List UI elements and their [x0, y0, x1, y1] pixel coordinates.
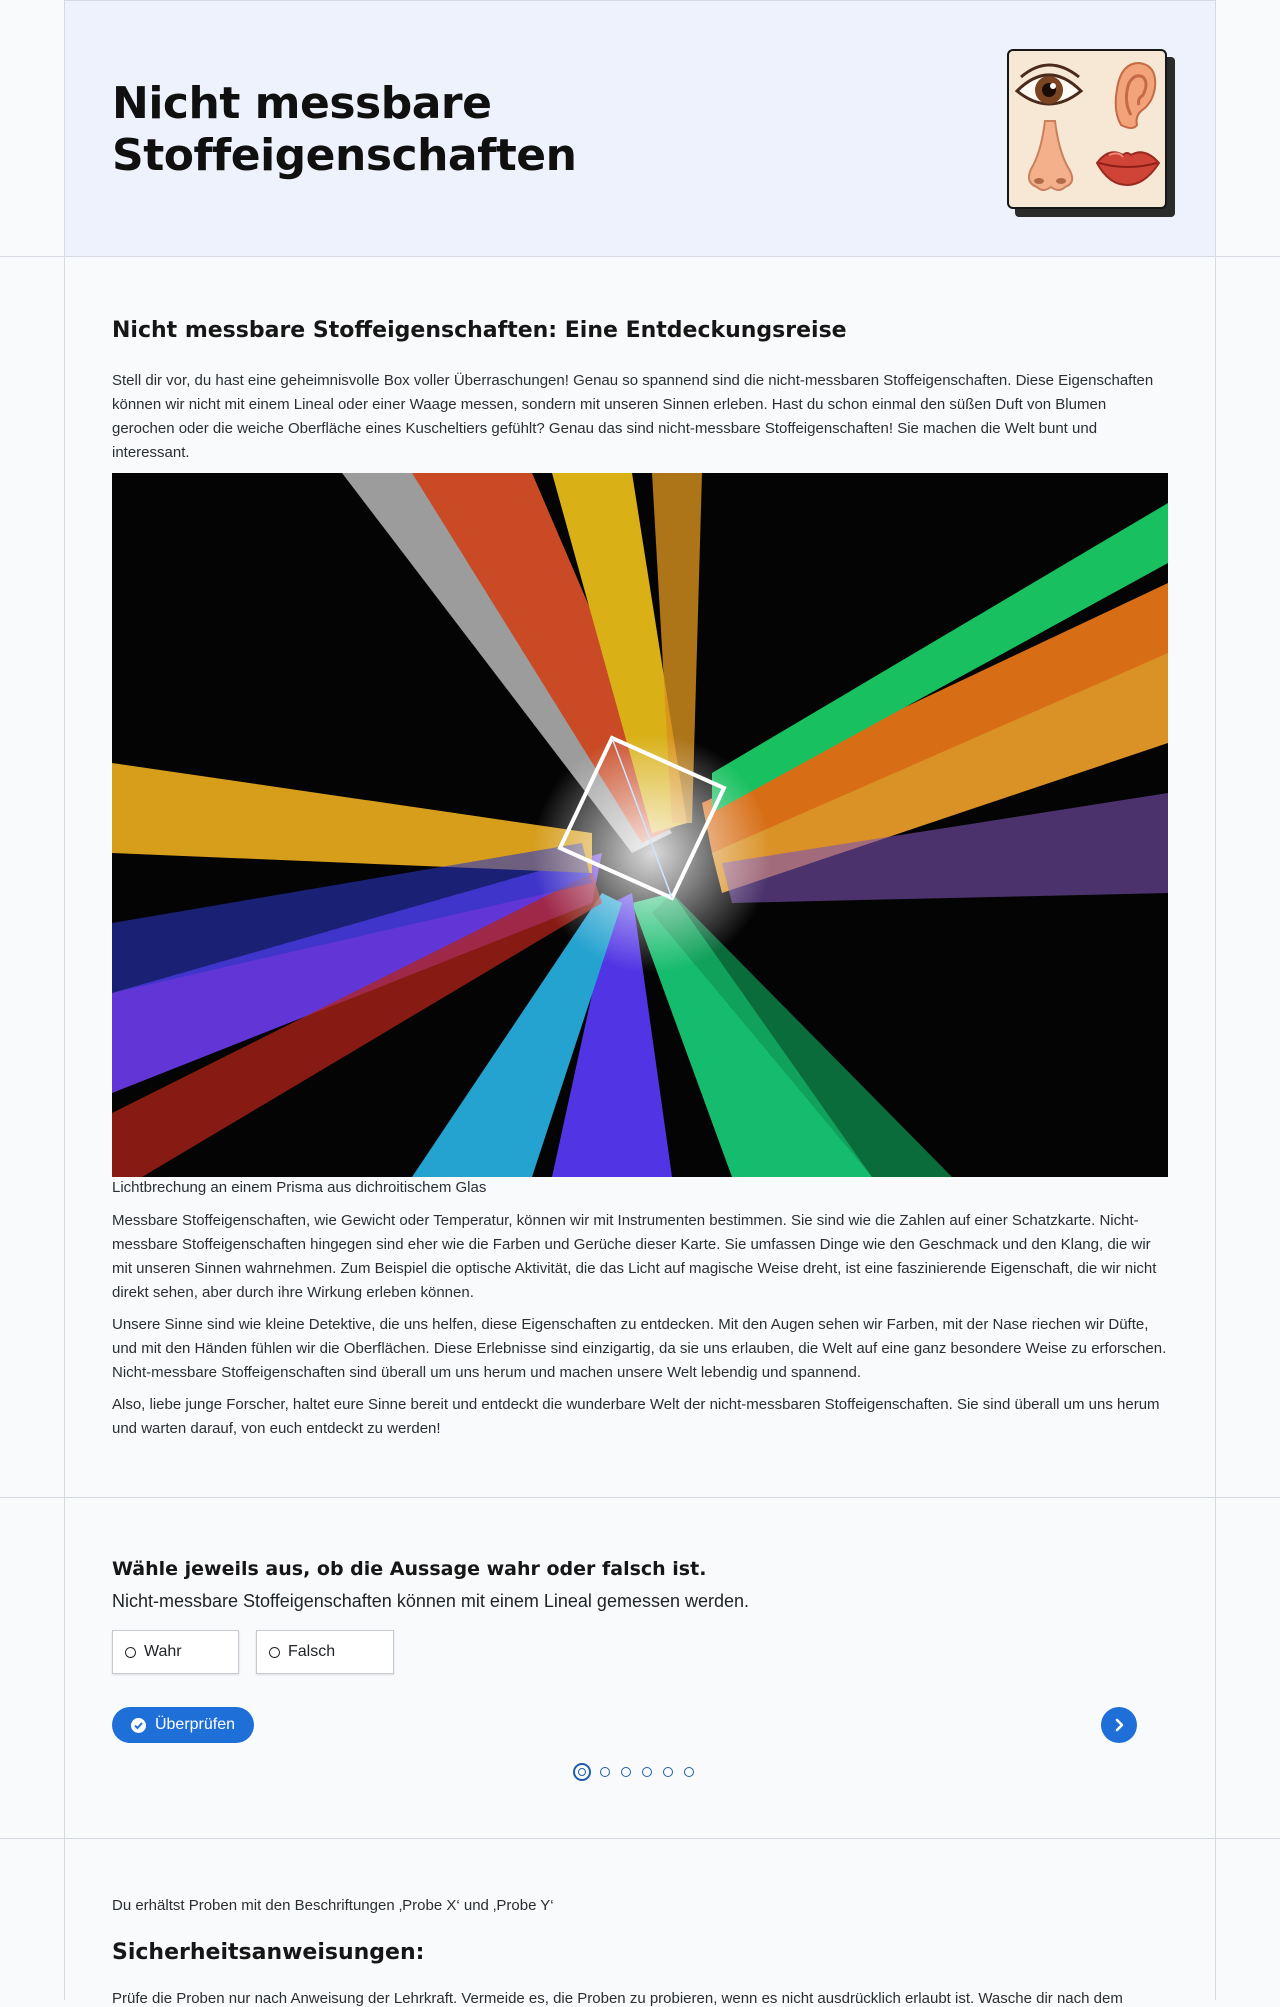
answer-option-true[interactable]: [112, 1630, 239, 1674]
page-dot-1[interactable]: [573, 1763, 591, 1781]
article-intro: Stell dir vor, du hast eine geheimnisvolle Box voller Überraschungen! Genau so spannend sind die nicht-messbaren Stoffeigenschaften. Diese Eigenschaften können wir nicht mit einem Lineal oder einer Waage messen, sondern mit unseren Sinnen erleben. Hast du schon einmal den süßen Duft von Blumen gerochen oder die weiche Oberfläche eines Kuscheltiers gefühlt? Genau das sind nicht-messbare Stoffeigenschaften! Sie machen die Welt bunt und interessant.: [112, 372, 1154, 461]
check-circle-icon: [131, 1718, 146, 1733]
page-dot-4[interactable]: [642, 1767, 652, 1777]
quiz-heading: Wähle jeweils aus, ob die Aussage wahr oder falsch ist.: [112, 1558, 707, 1580]
header-divider: [0, 256, 1280, 257]
prism-light-rays: [112, 473, 1168, 1177]
image-caption: Lichtbrechung an einem Prisma aus dichroitischem Glas: [112, 1179, 487, 1196]
quiz-pagination: [573, 1763, 705, 1781]
ear-icon: [1116, 63, 1156, 128]
quiz-question: Nicht-messbare Stoffeigenschaften können mit einem Lineal gemessen werden.: [112, 1591, 750, 1611]
nose-icon: [1029, 121, 1072, 190]
safety-heading: Sicherheitsanweisungen:: [112, 1940, 425, 1965]
answer-label: Falsch: [288, 1643, 336, 1660]
senses-icon: [1009, 51, 1165, 207]
article-paragraph-3: Unsere Sinne sind wie kleine Detektive, die uns helfen, diese Eigenschaften zu entdecken. Mit den Augen sehen wir Farben, mit der Nase riechen wir Düfte, und mit den Händen fühlen wir die Oberflächen. Diese Erlebnisse sind einzigartig, da sie uns erlauben, die Welt auf eine ganz besondere Weise zu erforschen. Nicht-messbare Stoffeigenschaften sind überall um uns herum und machen unsere Welt lebendig und spannend.: [112, 1316, 1167, 1381]
article-paragraph-4: Also, liebe junge Forscher, haltet eure Sinne bereit und entdeckt die wunderbare Welt der nicht-messbaren Stoffeigenschaften. Sie sind überall um uns herum und warten darauf, von euch entdeckt zu werden!: [112, 1396, 1160, 1437]
prism-image: [112, 473, 1168, 1177]
page-dot-3[interactable]: [621, 1767, 631, 1777]
page-dot-2[interactable]: [600, 1767, 610, 1777]
lips-icon: [1097, 152, 1159, 185]
frame-line-right: [1215, 0, 1216, 2000]
eye-icon: [1017, 65, 1081, 104]
check-answer-label: Überprüfen: [154, 1716, 236, 1733]
radio-icon: [269, 1647, 280, 1658]
answer-label: Wahr: [144, 1643, 182, 1660]
section-divider: [0, 1497, 1280, 1498]
chevron-right-icon: [1112, 1718, 1126, 1732]
illustration-frame: [1007, 49, 1167, 209]
frame-line-left: [64, 0, 65, 2000]
page-title: Nicht messbare Stoffeigenschaften: [112, 78, 577, 181]
next-question-button[interactable]: [1101, 1707, 1137, 1743]
safety-text: Prüfe die Proben nur nach Anweisung der Lehrkraft. Vermeide es, die Proben zu probieren, wenn es nicht ausdrücklich erlaubt ist. Wasche dir nach dem: [112, 1990, 1123, 2007]
check-answer-button[interactable]: [112, 1707, 254, 1743]
radio-icon: [125, 1647, 136, 1658]
answer-option-false[interactable]: [256, 1630, 394, 1674]
section-divider: [0, 1838, 1280, 1839]
page-dot-5[interactable]: [663, 1767, 673, 1777]
page-dot-6[interactable]: [684, 1767, 694, 1777]
article-paragraph-2: Messbare Stoffeigenschaften, wie Gewicht oder Temperatur, können wir mit Instrumenten bestimmen. Sie sind wie die Zahlen auf einer Schatzkarte. Nicht-messbare Stoffeigenschaften hingegen sind eher wie die Farben und Gerüche dieser Karte. Sie umfassen Dinge wie den Geschmack und den Klang, die wir mit unseren Sinnen wahrnehmen. Zum Beispiel die optische Aktivität, die das Licht auf magische Weise dreht, ist eine faszinierende Eigenschaft, die wir nicht direkt sehen, aber durch ihre Wirkung erleben können.: [112, 1212, 1157, 1301]
senses-illustration: [1007, 49, 1167, 209]
lab-intro: Du erhältst Proben mit den Beschriftungen ‚Probe X‘ und ‚Probe Y‘: [112, 1897, 554, 1914]
article-heading: Nicht messbare Stoffeigenschaften: Eine Entdeckungsreise: [112, 318, 847, 343]
